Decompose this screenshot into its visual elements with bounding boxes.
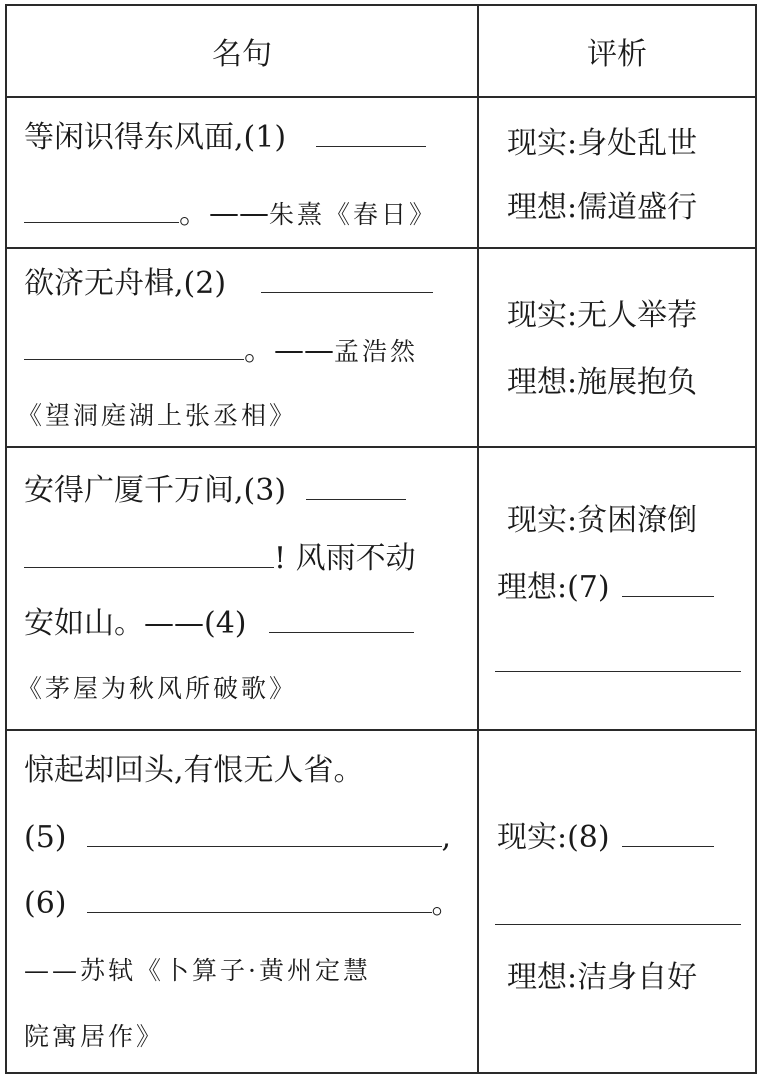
- blank-number: (6): [24, 886, 67, 921]
- verse-text: 欲济无舟楫,(2): [24, 266, 227, 301]
- answer-blank-4[interactable]: [269, 604, 414, 633]
- answer-blank-5[interactable]: [87, 818, 442, 847]
- source-attribution: 朱熹《春日》: [269, 200, 438, 229]
- answer-blank-8[interactable]: [622, 818, 714, 847]
- verse-line: 惊起却回头,有恨无人省。: [24, 753, 364, 788]
- verse-text: 安得广厦千万间,(3): [24, 473, 287, 508]
- analysis-ideal: 理想:洁身自好: [507, 960, 698, 995]
- verse-line: [24, 264, 433, 304]
- answer-blank-3-cont[interactable]: [24, 539, 274, 568]
- verse-text: 等闲识得东风面,(1): [24, 120, 287, 155]
- verse-line: [24, 818, 451, 858]
- answer-blank-1[interactable]: [316, 118, 426, 147]
- analysis-reality: 现实:身处乱世: [507, 126, 698, 161]
- analysis-reality-label: 现实:(8): [497, 820, 610, 855]
- verse-line: [24, 194, 437, 235]
- verse-line: [24, 539, 416, 579]
- answer-blank-7[interactable]: [622, 568, 714, 597]
- analysis-ideal: [497, 568, 714, 608]
- analysis-reality: 现实:无人举荐: [507, 298, 698, 333]
- row-divider: [7, 446, 755, 448]
- answer-blank-6[interactable]: [87, 884, 432, 913]
- answer-blank-2-cont[interactable]: [24, 331, 244, 360]
- column-divider: [477, 6, 479, 1072]
- header-analysis: 评析: [587, 37, 647, 72]
- verse-line: [24, 331, 418, 372]
- source-author: 孟浩然: [334, 337, 419, 366]
- header-famous-lines: 名句: [212, 37, 272, 72]
- verse-text: 。——: [244, 333, 334, 368]
- verse-line: [24, 884, 462, 924]
- verse-line: [24, 471, 406, 511]
- blank-number: (5): [24, 820, 67, 855]
- analysis-reality: [497, 818, 714, 858]
- analysis-ideal: 理想:儒道盛行: [507, 190, 698, 225]
- source-work: 《望洞庭湖上张丞相》: [17, 401, 298, 430]
- verse-punct: ,: [441, 820, 452, 855]
- poetry-table: [5, 4, 757, 1074]
- source-attribution: ——苏轼《卜算子·黄州定慧: [24, 956, 371, 985]
- row-divider: [7, 96, 755, 98]
- answer-blank-3[interactable]: [306, 471, 406, 500]
- answer-blank-8-cont[interactable]: [495, 896, 741, 925]
- analysis-reality-cont: [495, 896, 741, 936]
- row-divider: [7, 247, 755, 249]
- answer-blank-1-cont[interactable]: [24, 194, 179, 223]
- verse-line: [24, 118, 426, 158]
- analysis-ideal: 理想:施展抱负: [507, 365, 698, 400]
- answer-blank-2[interactable]: [261, 264, 433, 293]
- analysis-ideal-label: 理想:(7): [497, 570, 610, 605]
- verse-text: 安如山。——(4): [24, 606, 247, 641]
- verse-text: 。——: [179, 196, 269, 231]
- analysis-reality: 现实:贫困潦倒: [507, 503, 698, 538]
- verse-text: ! 风雨不动: [274, 541, 416, 576]
- verse-line: [24, 604, 414, 644]
- source-work: 《茅屋为秋风所破歌》: [17, 674, 298, 703]
- analysis-ideal-cont: [495, 643, 741, 683]
- verse-punct: 。: [431, 886, 462, 921]
- answer-blank-7-cont[interactable]: [495, 643, 741, 672]
- source-attribution: 院寓居作》: [24, 1022, 165, 1051]
- row-divider: [7, 729, 755, 731]
